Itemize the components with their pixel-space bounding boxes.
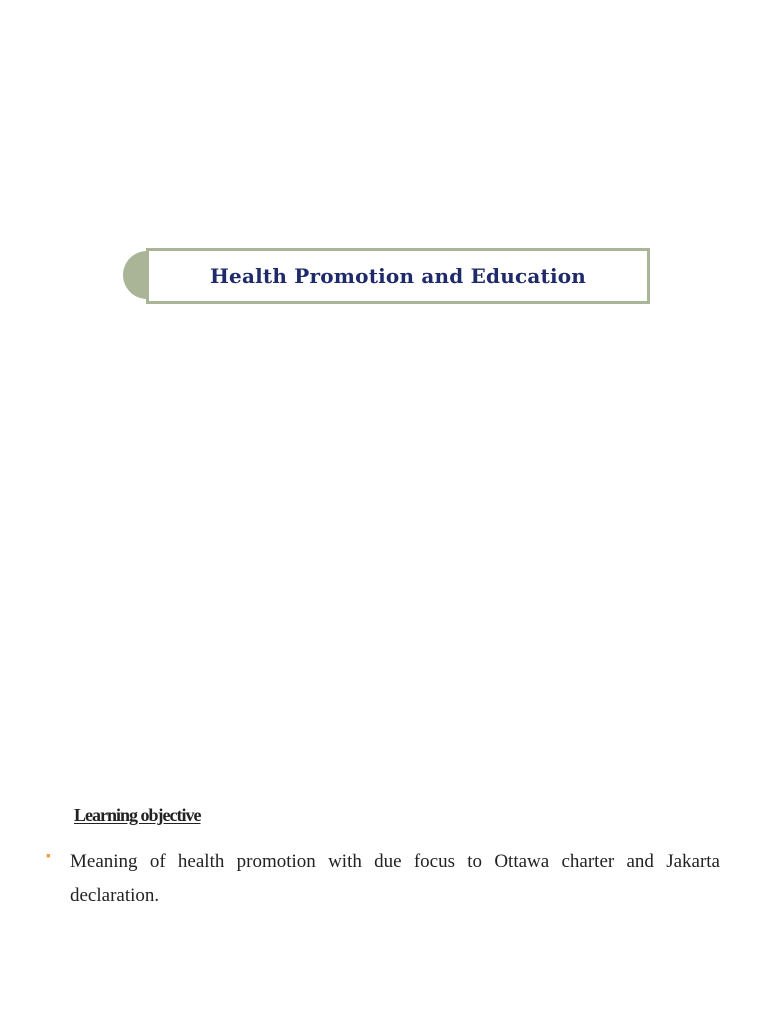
title-box [146,248,650,304]
list-item [44,845,720,913]
learning-objective-heading: Learning objective [74,805,201,825]
learning-objective-list [44,845,720,913]
list-item-text: Meaning of health promotion with due focus to Ottawa charter and Jakarta declaration. [70,851,720,906]
bullet-square-icon: ▪ [46,849,51,864]
document-title: Health Promotion and Education [209,264,587,288]
